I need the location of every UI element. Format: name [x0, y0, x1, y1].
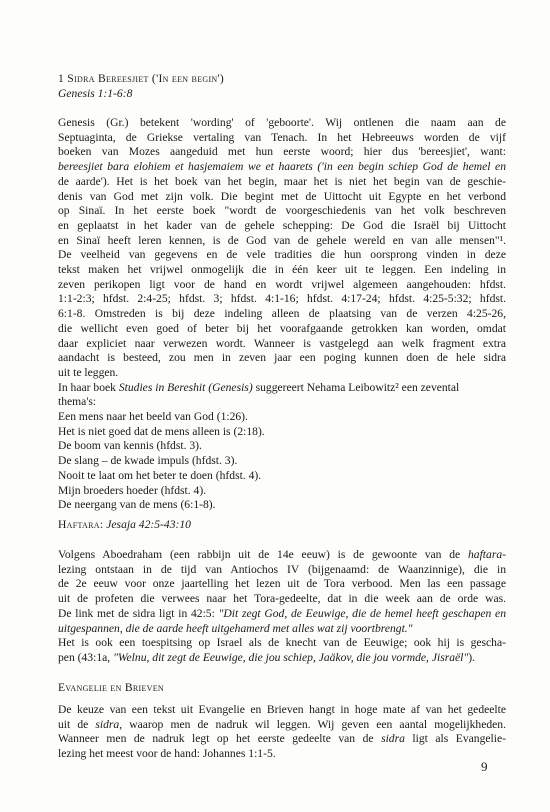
- body-line: pen (43:1a, "Welnu, dit zegt de Eeuwige, die jou schiep, Jaäkov, die jou vormde, Jisraël").: [58, 650, 476, 664]
- body-line: 1:1-2:3; hfdst. 2:4-25; hfdst. 3; hfdst. 4:1-16; hfdst. 4:17-24; hfdst. 4:25-5:32; hfdst.: [58, 292, 506, 306]
- body-line: de 2e eeuw voor onze jaartelling het lezen uit de Tora verbood. Men las een passage: [58, 577, 506, 591]
- body-line: zeven perikopen ligt voor de hand en wordt vrijwel algemeen aangehouden: hfdst.: [58, 277, 506, 291]
- body-line: uit de profeten die verwees naar het Tora-gedeelte, dat in die week aan de orde was.: [58, 592, 506, 606]
- theme-item: Nooit te laat om het beter te doen (hfdst. 4).: [58, 468, 262, 482]
- theme-item: De slang – de kwade impuls (hfdst. 3).: [58, 454, 238, 468]
- book-title: Studies in Bereshit (Genesis): [118, 380, 253, 394]
- body-line: Volgens Aboedraham (een rabbijn uit de 14e eeuw) is de gewoonte van de haftara-: [58, 548, 506, 561]
- sidra-header: [58, 72, 506, 101]
- haftara-reference: Jesaja 42:5-43:10: [106, 518, 191, 531]
- body-line: Het is ook een toespitsing op Israel als de knecht van de Eeuwige; ook hij is gescha-: [58, 636, 506, 650]
- body-line: de aarde'). Het is het boek van het begin, maar het is niet het begin van de geschie-: [58, 174, 506, 188]
- body-line: boeken van Mozes aangeduid met hun eerste woord; hier dus 'bereesjiet', want:: [58, 145, 506, 159]
- body-line: De keuze van een tekst uit Evangelie en Brieven hangt in hoge mate af van het gedeelte: [58, 703, 506, 716]
- body-line: die wellicht even goed of beter bij het voorafgaande getrokken kan worden, omdat: [58, 321, 506, 335]
- body-line: De veelheid van gegevens en de vele tradities die hun oorsprong vinden in deze: [58, 248, 506, 262]
- body-line: Septuaginta, de Griekse vertaling van Tenach. In het Hebreeuws worden de vijf: [58, 130, 506, 144]
- body-line: denis van God met zijn volk. Die begint met de Uittocht uit Egypte en het verbond: [58, 189, 506, 203]
- haftara-body: [58, 548, 506, 666]
- theme-item: Het is niet goed dat de mens alleen is (2:18).: [58, 424, 265, 438]
- themes-intro: thema's:: [58, 395, 97, 409]
- page-number: 9: [481, 759, 488, 774]
- body-line: Genesis (Gr.) betekent 'wording' of 'geboorte'. Wij ontlenen die naam aan de: [58, 116, 506, 129]
- evangelie-body: [58, 703, 506, 762]
- body-line: op Sinaï. In het eerste boek "wordt de voorgeschiedenis van het volk beschreven: [58, 204, 506, 218]
- body-line: uitgespannen, die de aarde heeft uitgehamerd met alles wat zij voortbrengt.": [58, 621, 413, 635]
- theme-item: Een mens naar het beeld van God (1:26).: [58, 410, 248, 424]
- body-line: bereesjiet bara elohiem et hasjemaiem we et haarets ('in een begin schiep God de hemel en: [58, 160, 506, 174]
- body-line: tekst maken het vrijwel onmogelijk die in één keer uit te leggen. Een indeling in: [58, 263, 506, 277]
- sidra-reference: Genesis 1:1-6:8: [58, 86, 133, 100]
- evangelie-heading: Evangelie en Brieven: [58, 681, 165, 694]
- body-line: en Sinaï heeft leren kennen, is de God van de gehele wereld en van alle mensen"¹.: [58, 233, 506, 247]
- sidra-heading: 1 Sidra Bereesjiet ('In een begin'): [58, 72, 225, 85]
- body-line: en geplaatst in het kader van de gehele schepping: De God die Israël bij Uittocht: [58, 218, 506, 232]
- theme-item: De boom van kennis (hfdst. 3).: [58, 439, 202, 453]
- sidra-body: [58, 116, 506, 513]
- theme-item: De neergang van de mens (6:1-8).: [58, 498, 216, 512]
- haftara-header: [58, 518, 506, 533]
- body-line: aandacht is besteed, zou men in zeven jaar een poging kunnen doen de hele sidra: [58, 351, 506, 365]
- evangelie-header: [58, 681, 506, 696]
- body-line: lezing ontstaan in de tijd van Antiochos IV (bijgenaamd: de Waanzinnige), die in: [58, 562, 506, 576]
- body-line: lezing het meest voor de hand: Johannes 1:1-5.: [58, 747, 276, 761]
- body-line: 6:1-8. Omstreden is bij deze indeling alleen de plaatsing van de verzen 4:25-26,: [58, 307, 506, 321]
- body-line: uit de sidra, waarop men de nadruk wil leggen. Wij geven een aantal mogelijkheden.: [58, 717, 507, 731]
- body-line: daar expliciet naar verwezen wordt. Wanneer is vastgelegd aan welk fragment extra: [58, 336, 506, 350]
- theme-item: Mijn broeders hoeder (hfdst. 4).: [58, 483, 207, 497]
- haftara-label: Haftara:: [58, 518, 104, 531]
- leibowitz-line: In haar boek Studies in Bereshit (Genesis) suggereert Nehama Leibowitz² een zevental: [58, 380, 460, 394]
- body-line: De link met de sidra ligt in 42:5: "Dit zegt God, de Eeuwige, die de hemel heeft geschapen en: [58, 606, 506, 620]
- body-line: uit te leggen.: [58, 365, 119, 379]
- body-line: Wanneer men de nadruk legt op het eerste gedeelte van de sidra ligt als Evangelie-: [58, 732, 506, 746]
